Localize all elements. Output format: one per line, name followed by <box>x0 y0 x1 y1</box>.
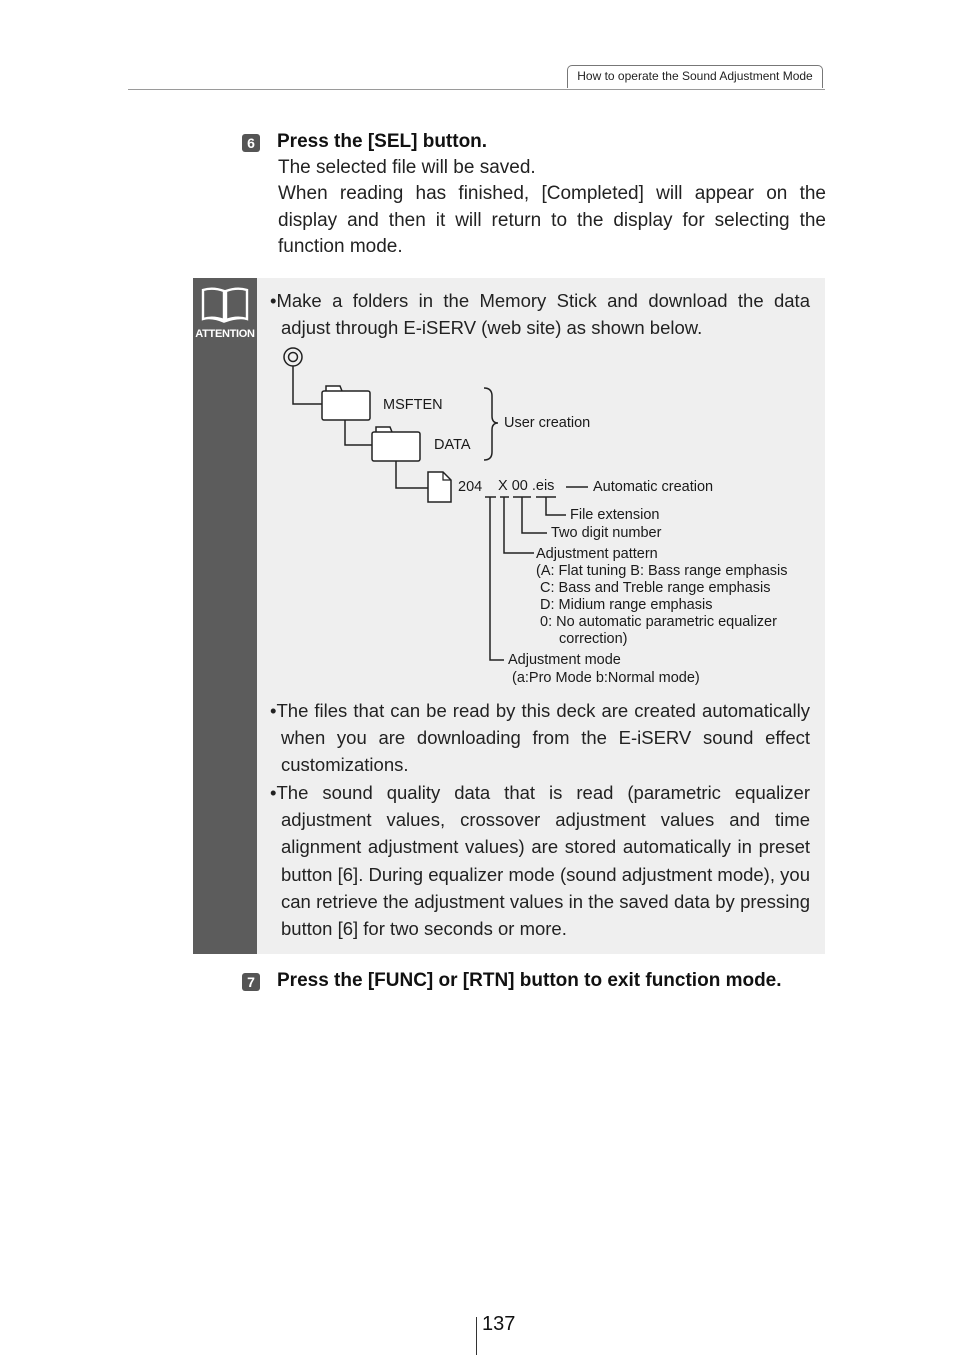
step-6-line-2: When reading has finished, [Completed] will appear on the display and then it will return to the display for selecting the function mode. <box>278 183 826 257</box>
folder-data-label: DATA <box>434 437 471 453</box>
page-number: 137 <box>482 1313 516 1335</box>
step-6-title: Press the [SEL] button. <box>277 131 488 152</box>
open-book-icon <box>200 286 250 326</box>
pattern-0-continued: correction) <box>559 631 628 647</box>
folder-msften-label: MSFTEN <box>383 397 443 413</box>
filename-prefix: 204 <box>458 479 483 495</box>
pattern-c: C: Bass and Treble range emphasis <box>540 580 771 596</box>
pattern-d: D: Midium range emphasis <box>540 597 713 613</box>
adjustment-mode-values: (a:Pro Mode b:Normal mode) <box>512 670 700 686</box>
header-rule <box>128 89 825 90</box>
attention-label: ATTENTION <box>195 328 255 340</box>
step-6-number: 6 <box>242 134 260 152</box>
pattern-a-b: (A: Flat tuning B: Bass range emphasis <box>536 563 788 579</box>
attention-bullet-2: •The files that can be read by this deck are created automatically when you are downloading from the E-iSERV sound effect customizations. <box>270 700 810 776</box>
section-tab: How to operate the Sound Adjustment Mode <box>567 65 823 88</box>
file-extension-label: File extension <box>570 507 660 523</box>
two-digit-label: Two digit number <box>551 525 662 541</box>
automatic-creation-label: Automatic creation <box>593 479 714 495</box>
step-6-line-1: The selected file will be saved. <box>278 157 536 178</box>
attention-bullet-3: •The sound quality data that is read (parametric equalizer adjustment values, crossover adjustment values and time alignment adjustment values) are stored automatically in preset button [6]. During equalizer mode (sound adjustment mode), you can retrieve the adjustment values in the saved data by pressing button [6] for two seconds or more. <box>270 782 810 940</box>
user-creation-label: User creation <box>504 415 591 431</box>
step-6-body <box>278 155 826 260</box>
page-number-rule <box>476 1317 477 1355</box>
step-7-title: Press the [FUNC] or [RTN] button to exit function mode. <box>277 970 782 991</box>
adjustment-pattern-label: Adjustment pattern <box>536 546 658 562</box>
attention-sidebar <box>193 278 257 954</box>
pattern-0: 0: No automatic parametric equalizer <box>540 614 777 630</box>
attention-bullet-1: •Make a folders in the Memory Stick and download the data adjust through E-iSERV (web site) as shown below. <box>270 290 810 339</box>
step-7-number: 7 <box>242 973 260 991</box>
adjustment-mode-label: Adjustment mode <box>508 652 621 668</box>
filename-suffix: X 00 .eis <box>498 478 555 494</box>
